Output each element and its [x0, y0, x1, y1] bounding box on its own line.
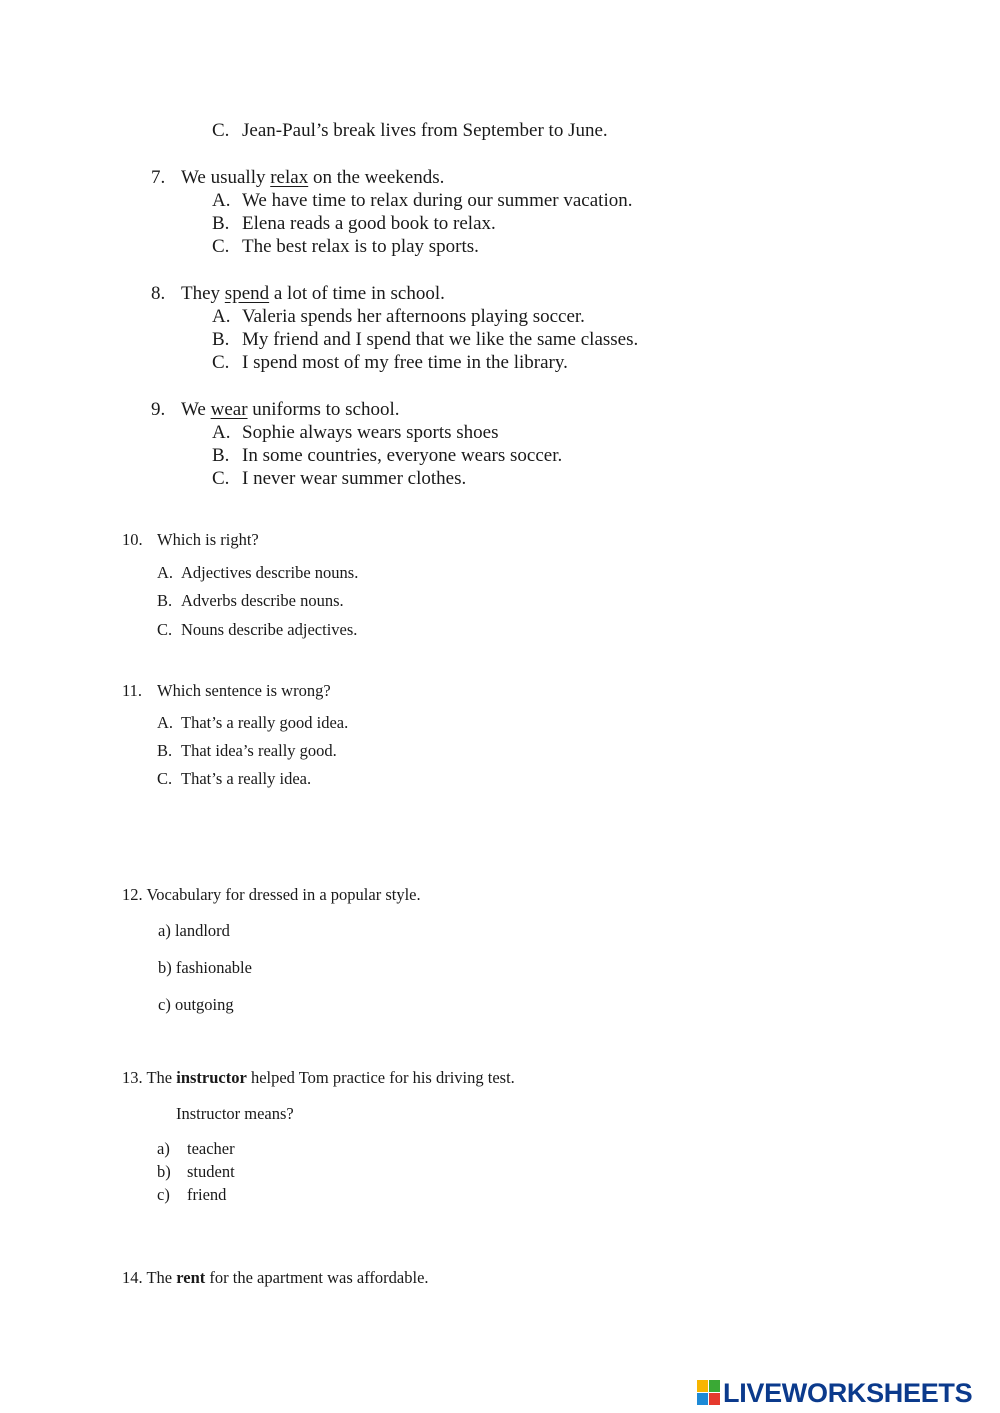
q9-option-c[interactable]	[212, 468, 466, 490]
option-text: Valeria spends her afternoons playing soccer.	[242, 306, 585, 327]
option-label: C.	[157, 769, 173, 788]
q7-option-b[interactable]	[212, 213, 496, 235]
keyword: wear	[210, 399, 248, 420]
q10-option-b[interactable]	[157, 591, 344, 611]
q6-option-c[interactable]	[212, 120, 608, 142]
question-text: We usually	[181, 167, 266, 188]
question-text: a lot of time in school.	[273, 283, 445, 304]
option-text: That’s a really idea.	[181, 769, 312, 788]
question-text: Which sentence is wrong?	[157, 681, 331, 700]
option-text: In some countries, everyone wears soccer.	[242, 445, 563, 466]
option-label: C.	[212, 120, 230, 141]
question-11	[122, 681, 331, 701]
question-text: on the weekends.	[312, 167, 445, 188]
option-label: B.	[212, 329, 230, 350]
option-label: A.	[157, 563, 174, 582]
option-label: A.	[212, 190, 231, 211]
question-text: for the apartment was affordable.	[209, 1268, 429, 1287]
option-text: Adverbs describe nouns.	[181, 591, 344, 610]
option-text: Nouns describe adjectives.	[181, 620, 358, 639]
question-number: 8.	[151, 283, 166, 304]
q10-option-a[interactable]	[157, 563, 358, 583]
option-text: I never wear summer clothes.	[242, 468, 467, 489]
question-9	[151, 399, 400, 421]
option-text: That idea’s really good.	[181, 741, 337, 760]
question-text: 14. The	[122, 1268, 173, 1287]
option-label: B.	[212, 213, 230, 234]
q13-option-b[interactable]	[157, 1162, 235, 1182]
q11-option-c[interactable]	[157, 769, 311, 789]
liveworksheets-logo	[697, 1378, 993, 1408]
q7-option-c[interactable]	[212, 236, 479, 258]
option-label: C.	[157, 620, 173, 639]
question-text: They	[181, 283, 221, 304]
q13-option-a[interactable]	[157, 1139, 235, 1159]
q10-option-c[interactable]	[157, 620, 357, 640]
option-text: student	[187, 1162, 235, 1181]
option-text: teacher	[187, 1139, 235, 1158]
option-label: A.	[212, 422, 231, 443]
option-label: a)	[157, 1139, 170, 1158]
option-text: Elena reads a good book to relax.	[242, 213, 496, 234]
question-8	[151, 283, 445, 305]
question-text: helped Tom practice for his driving test.	[250, 1068, 515, 1087]
option-label: B.	[157, 591, 173, 610]
question-13	[122, 1068, 515, 1088]
option-text: Adjectives describe nouns.	[181, 563, 359, 582]
q11-option-a[interactable]	[157, 713, 348, 733]
option-label: b)	[157, 1162, 171, 1181]
logo-blocks-icon	[697, 1380, 721, 1406]
question-number: 7.	[151, 167, 166, 188]
option-text: That’s a really good idea.	[181, 713, 349, 732]
question-10	[122, 530, 259, 550]
q8-option-c[interactable]	[212, 352, 568, 374]
option-text: My friend and I spend that we like the same classes.	[242, 329, 639, 350]
brand-name: LIVEWORKSHEETS	[723, 1378, 973, 1408]
keyword: instructor	[176, 1068, 247, 1087]
q11-option-b[interactable]	[157, 741, 337, 761]
option-text: Jean-Paul’s break lives from September to June.	[242, 120, 608, 141]
keyword: spend	[224, 283, 270, 304]
q12-option-a[interactable]: a) landlord	[158, 921, 230, 940]
question-7	[151, 167, 444, 189]
option-text: The best relax is to play sports.	[242, 236, 479, 257]
question-number: 10.	[122, 530, 143, 549]
q9-option-a[interactable]	[212, 422, 498, 444]
question-number: 9.	[151, 399, 166, 420]
q7-option-a[interactable]	[212, 190, 632, 212]
question-text: We	[181, 399, 206, 420]
keyword: relax	[270, 167, 309, 188]
option-label: A.	[212, 306, 231, 327]
question-number: 11.	[122, 681, 143, 700]
option-label: A.	[157, 713, 174, 732]
option-label: c)	[157, 1185, 170, 1204]
question-14	[122, 1268, 429, 1288]
keyword: rent	[176, 1268, 206, 1287]
question-text: Which is right?	[157, 530, 259, 549]
q8-option-a[interactable]	[212, 306, 585, 328]
option-label: C.	[212, 352, 230, 373]
option-label: C.	[212, 468, 230, 489]
option-text: We have time to relax during our summer vacation.	[242, 190, 633, 211]
q12-option-c[interactable]: c) outgoing	[158, 995, 234, 1014]
question-text: uniforms to school.	[252, 399, 400, 420]
option-text: I spend most of my free time in the library.	[242, 352, 568, 373]
option-label: C.	[212, 236, 230, 257]
option-label: B.	[157, 741, 173, 760]
q13-prompt: Instructor means?	[176, 1104, 294, 1123]
q12-option-b[interactable]: b) fashionable	[158, 958, 252, 977]
q13-option-c[interactable]	[157, 1185, 226, 1205]
option-text: friend	[187, 1185, 227, 1204]
q9-option-b[interactable]	[212, 445, 562, 467]
question-text: 13. The	[122, 1068, 173, 1087]
option-label: B.	[212, 445, 230, 466]
question-12: 12. Vocabulary for dressed in a popular style.	[122, 885, 421, 904]
q8-option-b[interactable]	[212, 329, 638, 351]
option-text: Sophie always wears sports shoes	[242, 422, 499, 443]
